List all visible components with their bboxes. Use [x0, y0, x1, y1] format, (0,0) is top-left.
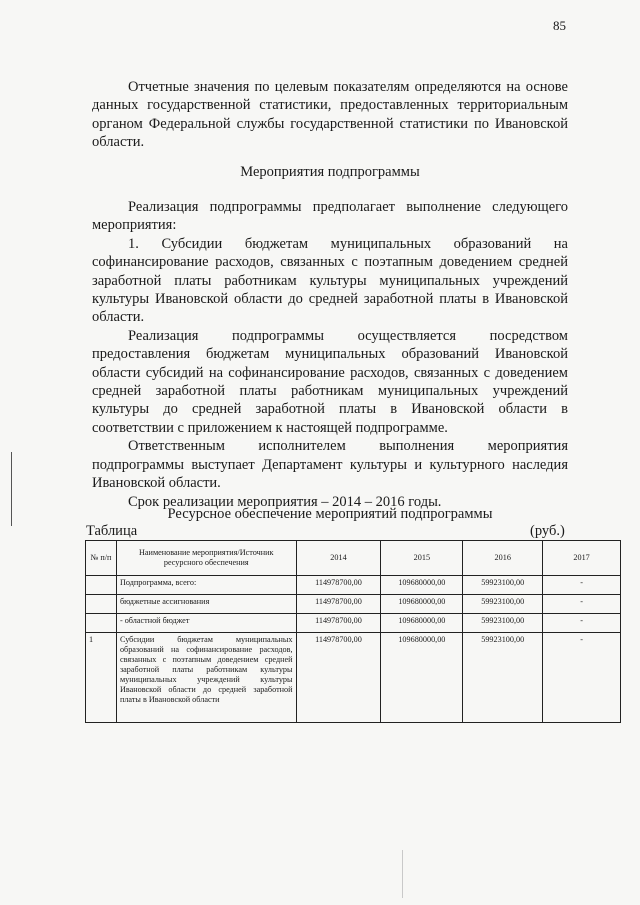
section-heading: Мероприятия подпрограммы — [240, 164, 420, 180]
cell-2015: 109680000,00 — [381, 633, 463, 723]
header-2014: 2014 — [296, 541, 381, 576]
cell-2014: 114978700,00 — [296, 614, 381, 633]
intro-paragraph: Отчетные значения по целевым показателям определяются на основе данных государственной статистики, предоставленных территориальным органом Федеральной службы государственной статистики по Ивановской области. — [92, 79, 568, 151]
body-section — [92, 198, 568, 511]
page-number: 85 — [553, 18, 566, 33]
cell-2016: 59923100,00 — [463, 595, 543, 614]
cell-num — [86, 576, 117, 595]
paragraph-responsible: Ответственным исполнителем выполнения мероприятия подпрограммы выступает Департамент культуры и культурного наследия Ивановской области. — [92, 438, 568, 492]
cell-2015: 109680000,00 — [381, 595, 463, 614]
cell-name: бюджетные ассигнования — [116, 595, 296, 614]
header-2016: 2016 — [463, 541, 543, 576]
margin-line — [11, 452, 12, 526]
cell-num — [86, 595, 117, 614]
resource-table — [85, 540, 621, 723]
header-2015: 2015 — [381, 541, 463, 576]
cell-2014: 114978700,00 — [296, 633, 381, 723]
cell-2016: 59923100,00 — [463, 633, 543, 723]
cell-2016: 59923100,00 — [463, 614, 543, 633]
cell-name: Субсидии бюджетам муниципальных образований на софинансирование расходов, связанных с поэтапным доведением средней заработной платы работникам культуры муниципальных учреждений культуры Ивановской области до средней заработной платы в Ивановской области — [116, 633, 296, 723]
cell-2014: 114978700,00 — [296, 595, 381, 614]
cell-name: Подпрограмма, всего: — [116, 576, 296, 595]
cell-2015: 109680000,00 — [381, 614, 463, 633]
header-name: Наименование мероприятия/Источник ресурсного обеспечения — [116, 541, 296, 576]
table-row — [86, 633, 621, 723]
intro-section — [92, 78, 568, 152]
table-label: Таблица — [86, 523, 138, 539]
paragraph-timeline: Срок реализации мероприятия – 2014 – 2016 годы. — [128, 493, 442, 510]
paragraph-implementation: Реализация подпрограммы предполагает выполнение следующего мероприятия: — [92, 199, 568, 234]
cell-2014: 114978700,00 — [296, 576, 381, 595]
cell-2017: - — [543, 576, 621, 595]
table-caption: Ресурсное обеспечение мероприятий подпрограммы — [167, 506, 493, 522]
cell-2016: 59923100,00 — [463, 576, 543, 595]
cell-2015: 109680000,00 — [381, 576, 463, 595]
table-row — [86, 576, 621, 595]
cell-name: - областной бюджет — [116, 614, 296, 633]
cell-num: 1 — [86, 633, 117, 723]
paragraph-mechanism: Реализация подпрограммы осуществляется посредством предоставления бюджетам муниципальных образований Ивановской области субсидий на софинансирование расходов, связанных с доведением средней заработной платы работникам муниципальных учреждений культуры до средней заработной платы в Ивановской области в соответствии с приложением к настоящей подпрограмме. — [92, 327, 568, 436]
cell-2017: - — [543, 633, 621, 723]
cell-num — [86, 614, 117, 633]
cell-2017: - — [543, 595, 621, 614]
scan-mark — [402, 850, 403, 898]
table-row — [86, 595, 621, 614]
header-2017: 2017 — [543, 541, 621, 576]
cell-2017: - — [543, 614, 621, 633]
table-row — [86, 614, 621, 633]
header-num: № п/п — [86, 541, 117, 576]
table-unit: (руб.) — [530, 523, 565, 539]
table-header-row — [86, 541, 621, 576]
paragraph-measure-1: 1. Субсидии бюджетам муниципальных образований на софинансирование расходов, связанных с поэтапным доведением средней заработной платы работникам культуры муниципальных учреждений культуры Ивановской области до средней заработной платы в Ивановской области. — [92, 235, 568, 326]
